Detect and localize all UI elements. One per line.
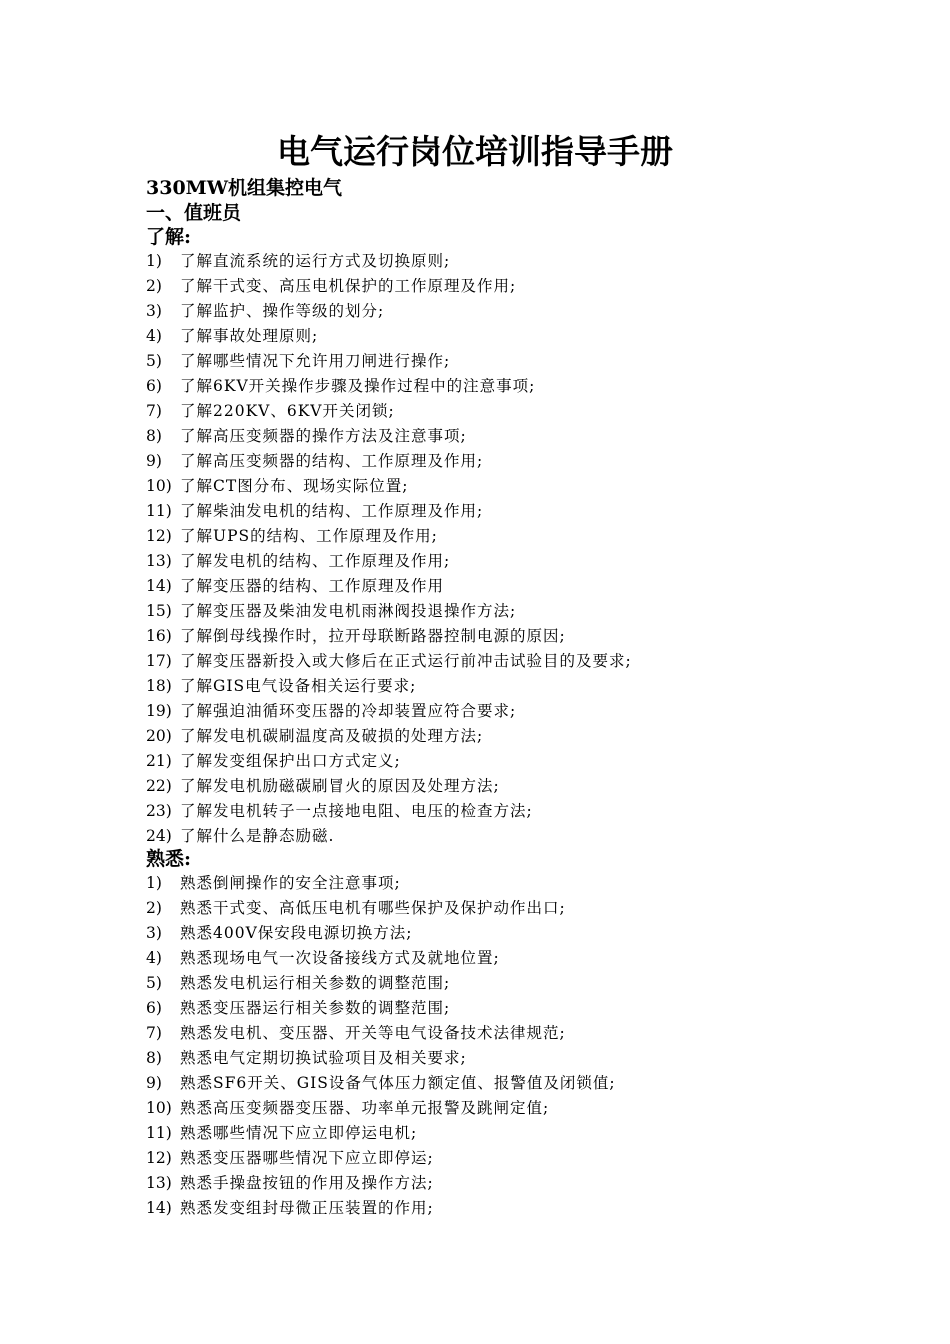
item-text: 了解发电机转子一点接地电阻、电压的检查方法; [180, 802, 533, 820]
item-number: 6) [146, 999, 162, 1017]
item-number: 12) [146, 527, 172, 545]
item-text: 熟悉电气定期切换试验项目及相关要求; [180, 1049, 467, 1067]
list-item [146, 674, 632, 699]
shuxi-list [146, 871, 616, 1221]
list-item [146, 474, 632, 499]
section-heading-shuxi: 熟悉: [146, 848, 192, 870]
item-number: 20) [146, 727, 172, 745]
list-item [146, 996, 616, 1021]
item-text: 了解变压器及柴油发电机雨淋阀投退操作方法; [180, 602, 517, 620]
list-item [146, 574, 632, 599]
item-number: 1) [146, 874, 162, 892]
item-number: 15) [146, 602, 172, 620]
item-text: 了解发电机碳刷温度高及破损的处理方法; [180, 727, 484, 745]
item-number: 14) [146, 577, 172, 595]
item-text: 熟悉发电机、变压器、开关等电气设备技术法律规范; [180, 1024, 566, 1042]
item-text: 了解直流系统的运行方式及切换原则; [180, 252, 451, 270]
item-number: 8) [146, 1049, 162, 1067]
item-number: 8) [146, 427, 162, 445]
item-number: 3) [146, 302, 162, 320]
item-number: 18) [146, 677, 172, 695]
item-text: 了解监护、操作等级的划分; [180, 302, 385, 320]
list-item [146, 1096, 616, 1121]
item-number: 17) [146, 652, 172, 670]
item-text: 了解什么是静态励磁. [180, 827, 335, 845]
list-item [146, 274, 632, 299]
list-item [146, 921, 616, 946]
document-title: 电气运行岗位培训指导手册 [277, 132, 673, 171]
list-item [146, 1196, 616, 1221]
list-item [146, 349, 632, 374]
item-text: 了解发变组保护出口方式定义; [180, 752, 401, 770]
item-number: 16) [146, 627, 172, 645]
list-item [146, 549, 632, 574]
role-heading: 一、值班员 [146, 202, 242, 224]
list-item [146, 824, 632, 849]
list-item [146, 424, 632, 449]
item-text: 熟悉变压器哪些情况下应立即停运; [180, 1149, 434, 1167]
list-item [146, 946, 616, 971]
item-number: 22) [146, 777, 172, 795]
list-item [146, 1021, 616, 1046]
item-text: 了解发电机的结构、工作原理及作用; [180, 552, 451, 570]
item-text: 熟悉现场电气一次设备接线方式及就地位置; [180, 949, 500, 967]
list-item [146, 749, 632, 774]
list-item [146, 724, 632, 749]
item-number: 9) [146, 1074, 162, 1092]
item-text: 熟悉干式变、高低压电机有哪些保护及保护动作出口; [180, 899, 566, 917]
item-number: 10) [146, 477, 172, 495]
item-number: 6) [146, 377, 162, 395]
item-number: 1) [146, 252, 162, 270]
item-number: 2) [146, 277, 162, 295]
item-number: 4) [146, 327, 162, 345]
list-item [146, 249, 632, 274]
item-text: 熟悉变压器运行相关参数的调整范围; [180, 999, 451, 1017]
item-number: 19) [146, 702, 172, 720]
list-item [146, 1121, 616, 1146]
item-text: 熟悉手操盘按钮的作用及操作方法; [180, 1174, 434, 1192]
liaojie-list [146, 249, 632, 849]
list-item [146, 896, 616, 921]
item-number: 23) [146, 802, 172, 820]
list-item [146, 499, 632, 524]
list-item [146, 599, 632, 624]
item-number: 21) [146, 752, 172, 770]
item-text: 熟悉SF6开关、GIS设备气体压力额定值、报警值及闭锁值; [180, 1074, 616, 1092]
item-text: 了解发电机励磁碳刷冒火的原因及处理方法; [180, 777, 500, 795]
item-text: 了解倒母线操作时，拉开母联断路器控制电源的原因; [180, 627, 566, 645]
item-text: 熟悉哪些情况下应立即停运电机; [180, 1124, 418, 1142]
item-text: 熟悉发电机运行相关参数的调整范围; [180, 974, 451, 992]
item-text: 了解6KV开关操作步骤及操作过程中的注意事项; [180, 377, 536, 395]
list-item [146, 774, 632, 799]
section-heading-liaojie: 了解: [146, 226, 192, 248]
list-item [146, 971, 616, 996]
item-number: 5) [146, 974, 162, 992]
list-item [146, 799, 632, 824]
item-number: 24) [146, 827, 172, 845]
item-text: 熟悉发变组封母微正压装置的作用; [180, 1199, 434, 1217]
item-text: 熟悉倒闸操作的安全注意事项; [180, 874, 401, 892]
item-text: 了解强迫油循环变压器的冷却装置应符合要求; [180, 702, 517, 720]
item-number: 10) [146, 1099, 172, 1117]
item-text: 了解干式变、高压电机保护的工作原理及作用; [180, 277, 517, 295]
item-number: 13) [146, 552, 172, 570]
item-text: 了解UPS的结构、工作原理及作用; [180, 527, 438, 545]
item-text: 了解220KV、6KV开关闭锁; [180, 402, 395, 420]
item-number: 12) [146, 1149, 172, 1167]
list-item [146, 374, 632, 399]
list-item [146, 1071, 616, 1096]
list-item [146, 1146, 616, 1171]
list-item [146, 449, 632, 474]
list-item [146, 649, 632, 674]
list-item [146, 624, 632, 649]
list-item [146, 871, 616, 896]
item-text: 了解柴油发电机的结构、工作原理及作用; [180, 502, 484, 520]
item-number: 11) [146, 502, 172, 520]
list-item [146, 324, 632, 349]
item-text: 了解CT图分布、现场实际位置; [180, 477, 409, 495]
item-number: 2) [146, 899, 162, 917]
list-item [146, 524, 632, 549]
item-number: 13) [146, 1174, 172, 1192]
item-number: 4) [146, 949, 162, 967]
item-number: 3) [146, 924, 162, 942]
item-text: 了解事故处理原则; [180, 327, 319, 345]
item-text: 了解高压变频器的操作方法及注意事项; [180, 427, 467, 445]
list-item [146, 699, 632, 724]
item-text: 了解哪些情况下允许用刀闸进行操作; [180, 352, 451, 370]
item-number: 7) [146, 402, 162, 420]
item-text: 了解GIS电气设备相关运行要求; [180, 677, 417, 695]
item-text: 熟悉400V保安段电源切换方法; [180, 924, 413, 942]
list-item [146, 299, 632, 324]
item-number: 11) [146, 1124, 172, 1142]
item-number: 9) [146, 452, 162, 470]
item-text: 了解变压器的结构、工作原理及作用 [180, 577, 445, 595]
list-item [146, 1046, 616, 1071]
list-item [146, 399, 632, 424]
item-text: 了解高压变频器的结构、工作原理及作用; [180, 452, 484, 470]
item-number: 14) [146, 1199, 172, 1217]
item-number: 7) [146, 1024, 162, 1042]
item-text: 熟悉高压变频器变压器、功率单元报警及跳闸定值; [180, 1099, 550, 1117]
list-item [146, 1171, 616, 1196]
item-text: 了解变压器新投入或大修后在正式运行前冲击试验目的及要求; [180, 652, 632, 670]
item-number: 5) [146, 352, 162, 370]
document-subtitle: 330MW机组集控电气 [146, 177, 343, 199]
